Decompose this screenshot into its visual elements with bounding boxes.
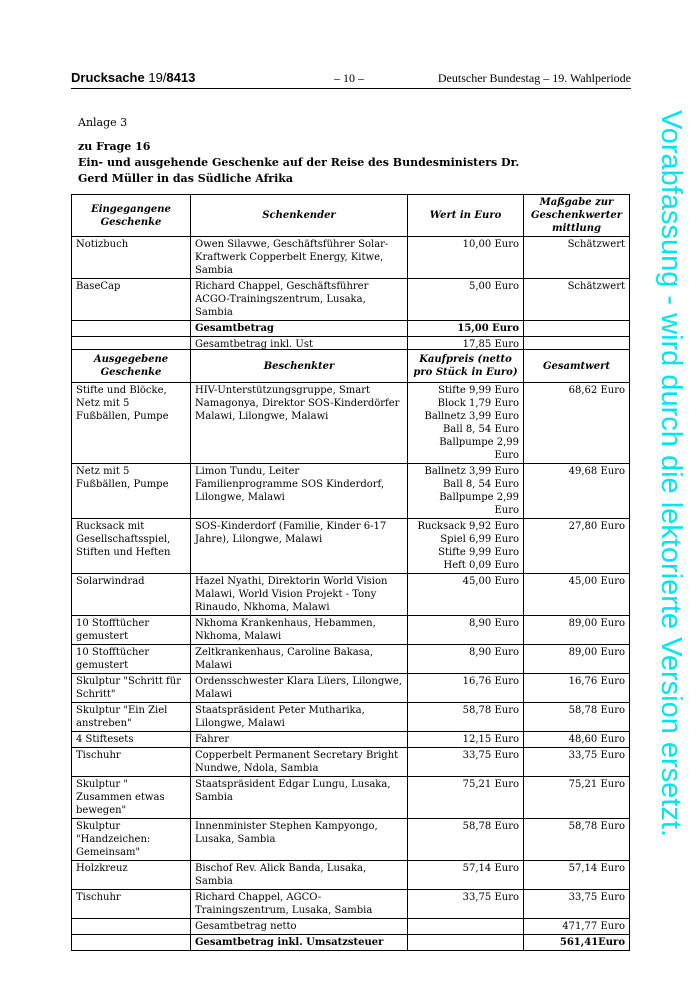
table-row bbox=[72, 861, 630, 890]
price-cell bbox=[408, 819, 524, 861]
recipient-cell: Hazel Nyathi, Direktorin World Vision Malawi, World Vision Projekt - Tony Rinaudo, Nkhoma, Malawi bbox=[191, 574, 408, 616]
price-cell bbox=[408, 616, 524, 645]
column-header: Gesamtwert bbox=[524, 350, 630, 383]
total-vat-value: 561,41Euro bbox=[524, 935, 630, 951]
price-line: 58,78 Euro bbox=[462, 821, 519, 832]
price-cell bbox=[408, 383, 524, 464]
recipient-cell: Bischof Rev. Alick Banda, Lusaka, Sambia bbox=[191, 861, 408, 890]
document-number: Drucksache 19/8413 bbox=[71, 70, 196, 85]
price-line: 57,14 Euro bbox=[462, 863, 519, 874]
total-cell: 49,68 Euro bbox=[524, 464, 630, 519]
price-line: Ballpumpe 2,99 Euro bbox=[439, 437, 519, 461]
table-row bbox=[72, 819, 630, 861]
price-cell bbox=[408, 748, 524, 777]
recipient-cell: Richard Chappel, AGCO-Trainingszentrum, Lusaka, Sambia bbox=[191, 890, 408, 919]
recipient-cell: Ordensschwester Klara Lüers, Lilongwe, Malawi bbox=[191, 674, 408, 703]
total-cell: 57,14 Euro bbox=[524, 861, 630, 890]
table-header-row bbox=[72, 195, 630, 237]
basis-cell: Schätzwert bbox=[524, 279, 630, 321]
total-net-row bbox=[72, 919, 630, 935]
price-line: 12,15 Euro bbox=[462, 734, 519, 745]
recipient-cell: Limon Tundu, Leiter Familienprogramme SOS Kinderdorf, Lilongwe, Malawi bbox=[191, 464, 408, 519]
gift-cell: Skulptur "Ein Ziel anstreben" bbox=[72, 703, 191, 732]
recipient-cell: SOS-Kinderdorf (Familie, Kinder 6-17 Jahre), Lilongwe, Malawi bbox=[191, 519, 408, 574]
table-row bbox=[72, 279, 630, 321]
total-cell: 33,75 Euro bbox=[524, 748, 630, 777]
gift-cell: Stifte und Blöcke, Netz mit 5 Fußbällen, Pumpe bbox=[72, 383, 191, 464]
empty-cell bbox=[408, 935, 524, 951]
gift-cell: Tischuhr bbox=[72, 890, 191, 919]
empty-cell bbox=[72, 919, 191, 935]
total-value: 15,00 Euro bbox=[408, 321, 524, 337]
table-row bbox=[72, 890, 630, 919]
table-row bbox=[72, 703, 630, 732]
price-line: Stifte 9,99 Euro bbox=[438, 385, 519, 396]
empty-cell bbox=[524, 321, 630, 337]
price-line: 33,75 Euro bbox=[462, 892, 519, 903]
price-line: 58,78 Euro bbox=[462, 705, 519, 716]
total-vat-label: Gesamtbetrag inkl. Umsatzsteuer bbox=[191, 935, 408, 951]
table-header-row bbox=[72, 350, 630, 383]
gift-cell: 10 Stofftücher gemustert bbox=[72, 616, 191, 645]
price-cell bbox=[408, 574, 524, 616]
total-cell: 33,75 Euro bbox=[524, 890, 630, 919]
total-label: Gesamtbetrag bbox=[191, 321, 408, 337]
total-net-label: Gesamtbetrag netto bbox=[191, 919, 408, 935]
price-line: Stifte 9,99 Euro bbox=[438, 547, 519, 558]
recipient-cell: Staatspräsident Edgar Lungu, Lusaka, Sambia bbox=[191, 777, 408, 819]
gift-cell: Skulptur "Schritt für Schritt" bbox=[72, 674, 191, 703]
table-row bbox=[72, 732, 630, 748]
empty-cell bbox=[72, 935, 191, 951]
value-cell: 10,00 Euro bbox=[408, 237, 524, 279]
price-line: Block 1,79 Euro bbox=[437, 398, 519, 409]
total-net-value: 471,77 Euro bbox=[524, 919, 630, 935]
recipient-cell: Staatspräsident Peter Mutharika, Lilongwe, Malawi bbox=[191, 703, 408, 732]
price-cell bbox=[408, 519, 524, 574]
page-header bbox=[71, 70, 631, 89]
giver-cell: Richard Chappel, Geschäftsführer ACGO-Trainingszentrum, Lusaka, Sambia bbox=[191, 279, 408, 321]
price-cell bbox=[408, 703, 524, 732]
column-header: Wert in Euro bbox=[408, 195, 524, 237]
table-row bbox=[72, 383, 630, 464]
gift-cell: Netz mit 5 Fußbällen, Pumpe bbox=[72, 464, 191, 519]
table-row bbox=[72, 645, 630, 674]
price-cell bbox=[408, 777, 524, 819]
table-row bbox=[72, 519, 630, 574]
basis-cell: Schätzwert bbox=[524, 237, 630, 279]
price-line: Heft 0,09 Euro bbox=[443, 560, 519, 571]
total-cell: 58,78 Euro bbox=[524, 703, 630, 732]
price-line: 8,90 Euro bbox=[469, 618, 519, 629]
total-vat-value: 17,85 Euro bbox=[408, 337, 524, 353]
price-cell bbox=[408, 674, 524, 703]
total-cell: 58,78 Euro bbox=[524, 819, 630, 861]
recipient-cell: HIV-Unterstützungsgruppe, Smart Namagonya, Direktor SOS-Kinderdörfer Malawi, Lilongwe, Malawi bbox=[191, 383, 408, 464]
gift-cell: Notizbuch bbox=[72, 237, 191, 279]
table-row bbox=[72, 616, 630, 645]
price-cell bbox=[408, 861, 524, 890]
price-line: Ballnetz 3,99 Euro bbox=[424, 411, 519, 422]
total-cell: 89,00 Euro bbox=[524, 645, 630, 674]
recipient-cell: Innenminister Stephen Kampyongo, Lusaka, Sambia bbox=[191, 819, 408, 861]
gift-cell: 4 Stiftesets bbox=[72, 732, 191, 748]
gift-cell: 10 Stofftücher gemustert bbox=[72, 645, 191, 674]
page-number: – 10 – bbox=[334, 71, 364, 85]
document-title: Ein- und ausgehende Geschenke auf der Reise des Bundesministers Dr. Gerd Müller in das Südliche Afrika bbox=[78, 156, 520, 185]
price-cell bbox=[408, 890, 524, 919]
gift-cell: Solarwindrad bbox=[72, 574, 191, 616]
column-header: Ausgegebene Geschenke bbox=[72, 350, 191, 383]
column-header: Maßgabe zur Geschenkwerter mittlung bbox=[524, 195, 630, 237]
empty-cell bbox=[72, 321, 191, 337]
empty-cell bbox=[408, 919, 524, 935]
price-line: Rucksack 9,92 Euro bbox=[417, 521, 519, 532]
table-row bbox=[72, 748, 630, 777]
recipient-cell: Copperbelt Permanent Secretary Bright Nundwe, Ndola, Sambia bbox=[191, 748, 408, 777]
gift-cell: Skulptur " Zusammen etwas bewegen" bbox=[72, 777, 191, 819]
annex-label: Anlage 3 bbox=[78, 116, 128, 129]
column-header: Eingegangene Geschenke bbox=[72, 195, 191, 237]
total-cell: 48,60 Euro bbox=[524, 732, 630, 748]
price-line: Spiel 6,99 Euro bbox=[440, 534, 519, 545]
total-cell: 68,62 Euro bbox=[524, 383, 630, 464]
table-row bbox=[72, 674, 630, 703]
gift-cell: Holzkreuz bbox=[72, 861, 191, 890]
gift-cell: Skulptur "Handzeichen: Gemeinsam" bbox=[72, 819, 191, 861]
price-line: 33,75 Euro bbox=[462, 750, 519, 761]
total-row bbox=[72, 321, 630, 337]
total-cell: 45,00 Euro bbox=[524, 574, 630, 616]
recipient-cell: Fahrer bbox=[191, 732, 408, 748]
price-line: Ball 8, 54 Euro bbox=[442, 479, 519, 490]
total-vat-label: Gesamtbetrag inkl. Ust bbox=[191, 337, 408, 353]
price-cell bbox=[408, 464, 524, 519]
price-cell bbox=[408, 645, 524, 674]
publisher: Deutscher Bundestag – 19. Wahlperiode bbox=[437, 71, 631, 85]
price-line: 8,90 Euro bbox=[469, 647, 519, 658]
price-line: Ballpumpe 2,99 Euro bbox=[439, 492, 519, 516]
price-cell bbox=[408, 732, 524, 748]
recipient-cell: Nkhoma Krankenhaus, Hebammen, Nkhoma, Malawi bbox=[191, 616, 408, 645]
total-cell: 75,21 Euro bbox=[524, 777, 630, 819]
total-cell: 16,76 Euro bbox=[524, 674, 630, 703]
price-line: 45,00 Euro bbox=[462, 576, 519, 587]
draft-watermark bbox=[647, 110, 687, 910]
table-row bbox=[72, 574, 630, 616]
column-header: Kaufpreis (netto pro Stück in Euro) bbox=[408, 350, 524, 383]
outgoing-gifts-table bbox=[71, 349, 630, 951]
watermark-text: Vorabfassung - wird durch die lektorierte Version ersetzt. bbox=[655, 110, 687, 837]
giver-cell: Owen Silavwe, Geschäftsführer Solar-Kraftwerk Copperbelt Energy, Kitwe, Sambia bbox=[191, 237, 408, 279]
price-line: 75,21 Euro bbox=[462, 779, 519, 790]
table-row bbox=[72, 464, 630, 519]
table-row bbox=[72, 237, 630, 279]
total-vat-row bbox=[72, 935, 630, 951]
total-cell: 27,80 Euro bbox=[524, 519, 630, 574]
gift-cell: Tischuhr bbox=[72, 748, 191, 777]
column-header: Beschenkter bbox=[191, 350, 408, 383]
question-label: zu Frage 16 bbox=[78, 140, 151, 153]
incoming-gifts-table bbox=[71, 194, 630, 353]
table-row bbox=[72, 777, 630, 819]
price-line: Ball 8, 54 Euro bbox=[442, 424, 519, 435]
total-cell: 89,00 Euro bbox=[524, 616, 630, 645]
recipient-cell: Zeltkrankenhaus, Caroline Bakasa, Malawi bbox=[191, 645, 408, 674]
value-cell: 5,00 Euro bbox=[408, 279, 524, 321]
price-line: 16,76 Euro bbox=[462, 676, 519, 687]
price-line: Ballnetz 3,99 Euro bbox=[424, 466, 519, 477]
column-header: Schenkender bbox=[191, 195, 408, 237]
gift-cell: Rucksack mit Gesellschaftsspiel, Stiften und Heften bbox=[72, 519, 191, 574]
gift-cell: BaseCap bbox=[72, 279, 191, 321]
